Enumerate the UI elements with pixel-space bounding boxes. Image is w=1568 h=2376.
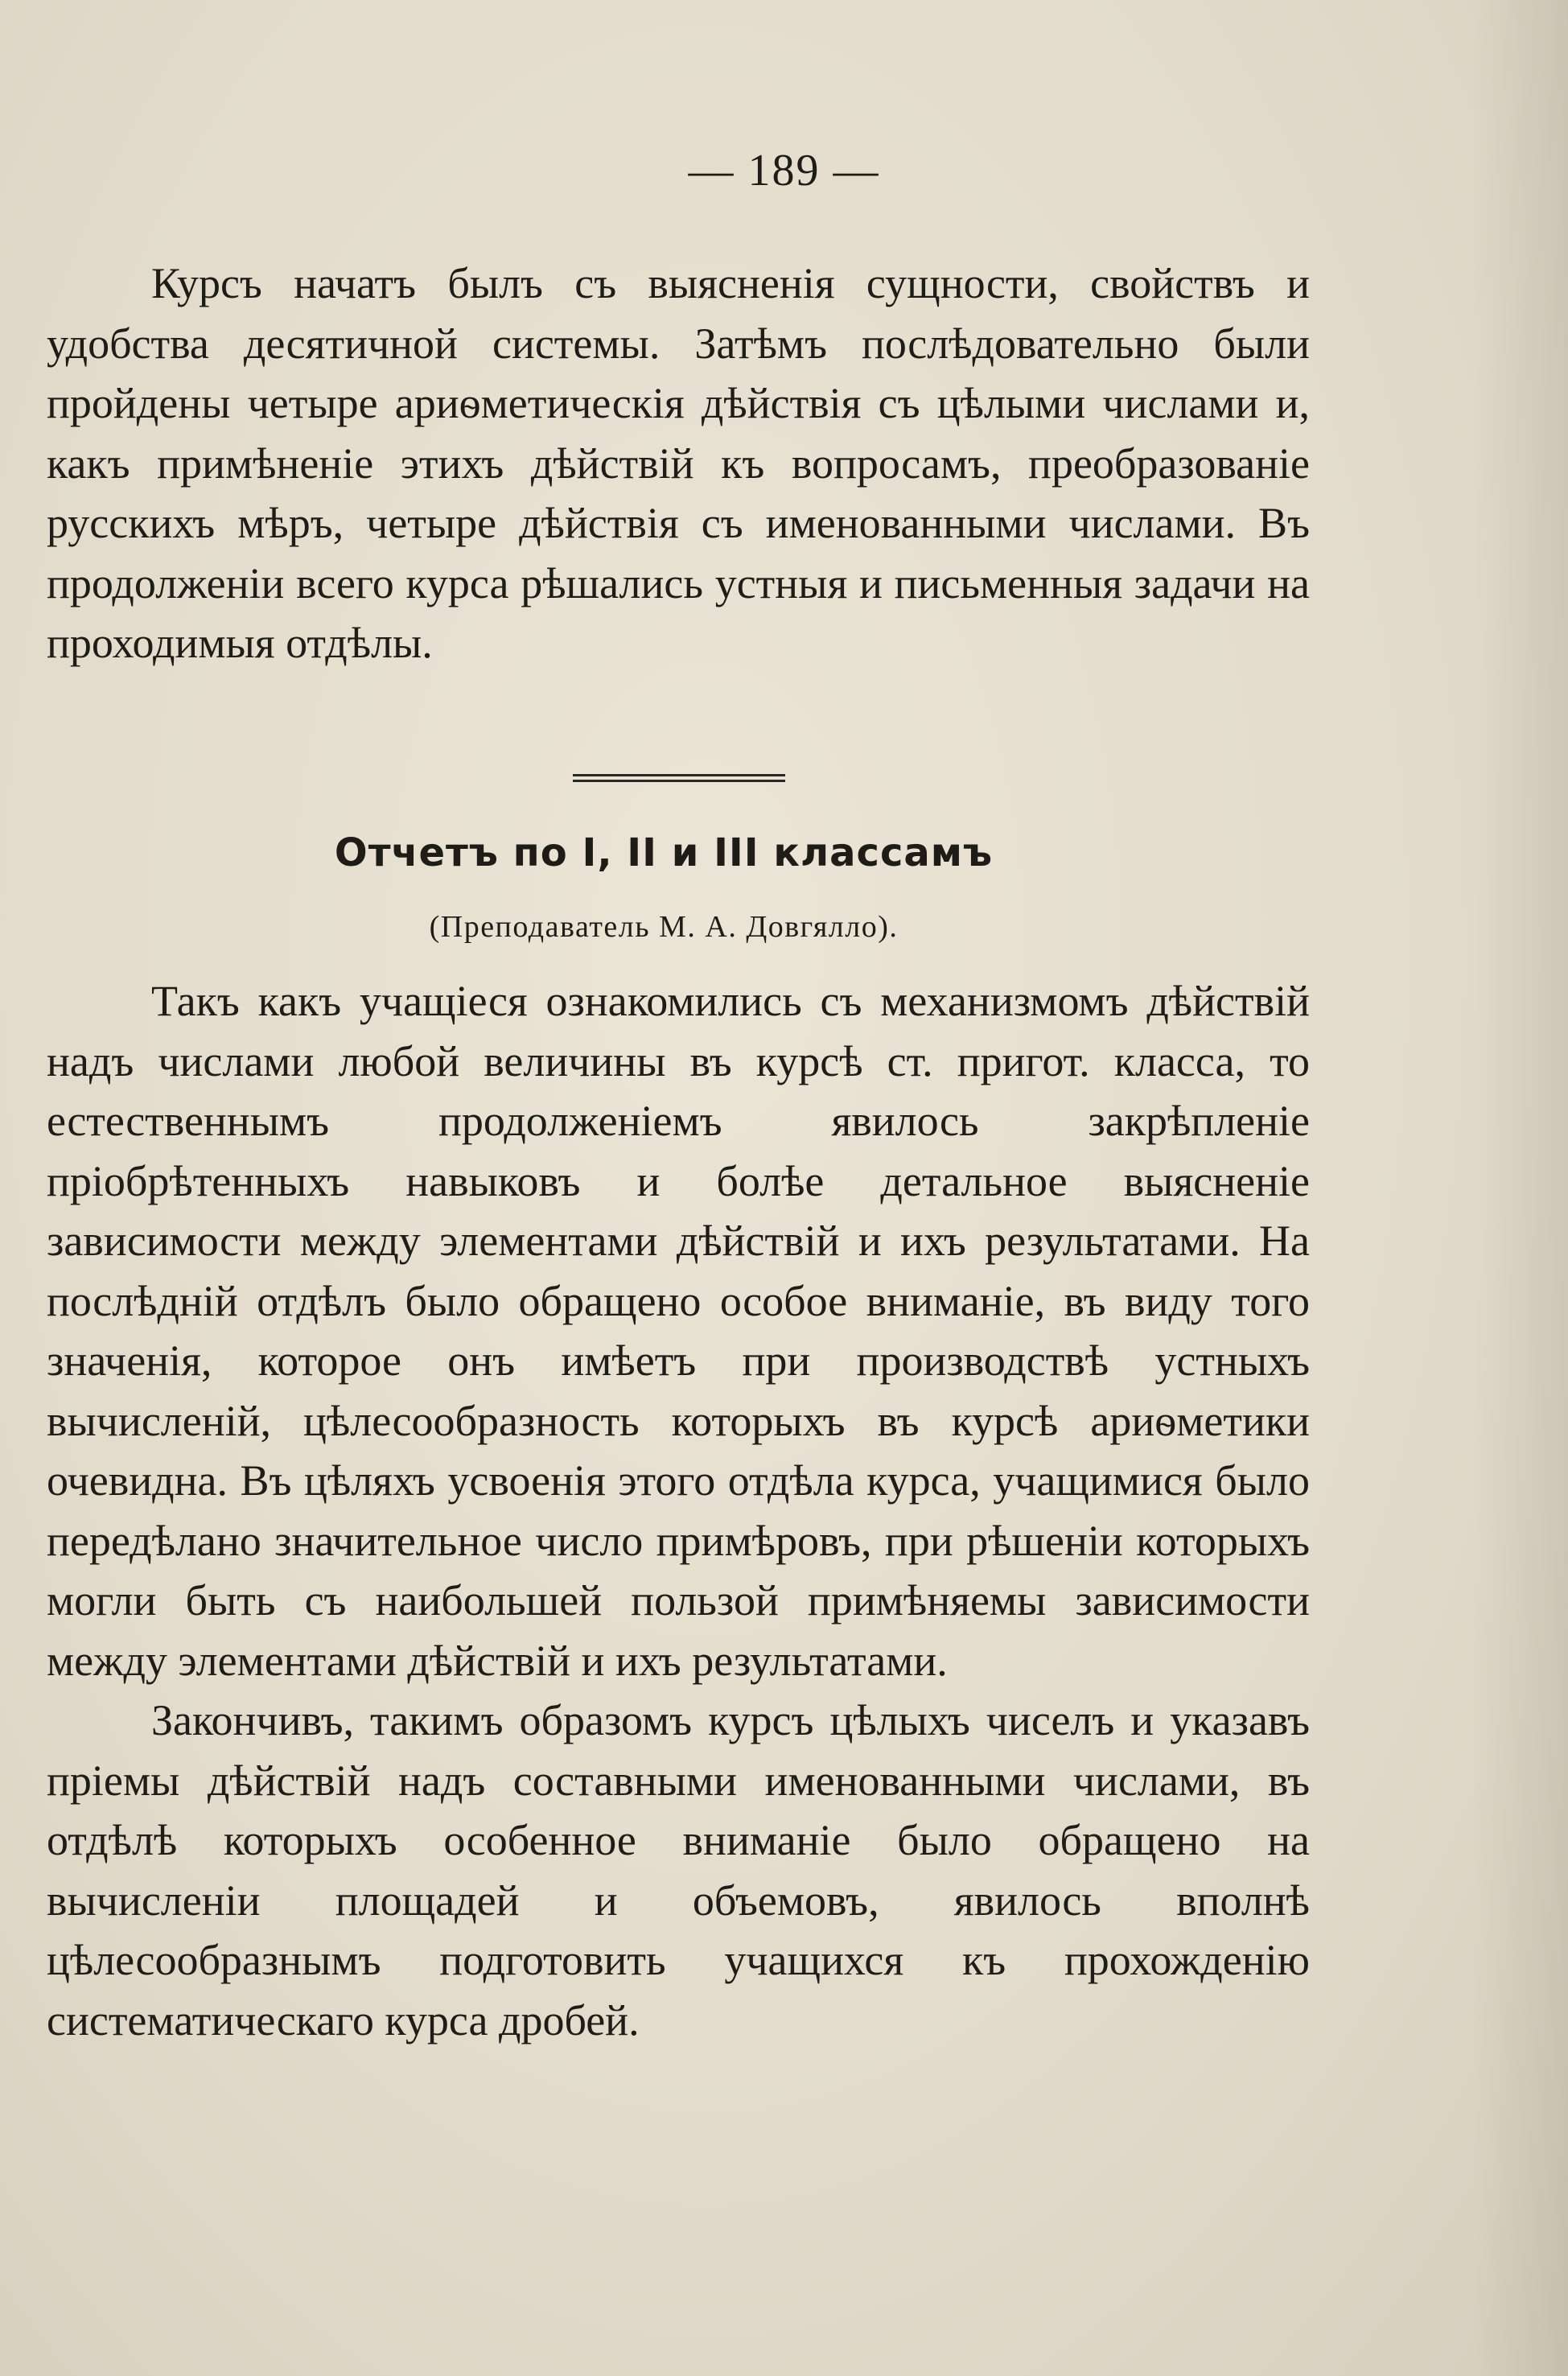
teacher-line: (Преподаватель М. А. Довгялло). <box>429 910 899 944</box>
body-paragraph-1: Такъ какъ учащіеся ознакомились съ механизмомъ дѣйствій надъ числами любой величины въ курсѣ ст. пригот. класса, то естественнымъ продолженіемъ явилось закрѣпленіе пріобрѣтенныхъ навыковъ и болѣе детальное выясненіе зависимости между элементами дѣйствій и ихъ результатами. На послѣдній отдѣлъ было обращено особое вниманіе, въ виду того значенія, которое онъ имѣетъ при производствѣ устныхъ вычисленій, цѣлесообразность которыхъ въ курсѣ ариѳметики очевидна. Въ цѣляхъ усвоенія этого отдѣла курса, учащимися было передѣлано значительное число примѣровъ, при рѣшеніи которыхъ могли быть съ наибольшей пользой примѣняемы зависимости между элементами дѣйствій и ихъ результатами. <box>47 977 1310 1685</box>
section-divider <box>573 774 785 784</box>
divider-line-bottom <box>573 780 785 782</box>
section-body <box>47 971 1310 2050</box>
page-number: — 189 — <box>688 146 880 196</box>
divider-line-top <box>573 774 785 776</box>
section-title: Отчетъ по I, II и III классамъ <box>334 830 994 875</box>
body-paragraph-2: Закончивъ, такимъ образомъ курсъ цѣлыхъ чиселъ и указавъ пріемы дѣйствій надъ составными именованными числами, въ отдѣлѣ которыхъ особенное вниманіе было обращено на вычисленіи площадей и объемовъ, явилось вполнѣ цѣлесообразнымъ подготовить учащихся къ прохожденію систематическаго курса дробей. <box>47 1696 1310 2045</box>
intro-text <box>47 253 1310 673</box>
page-edge-shadow <box>1471 0 1568 2376</box>
intro-paragraph: Курсъ начатъ былъ съ выясненія сущности, свойствъ и удобства десятичной системы. Затѣмъ послѣдовательно были пройдены четыре ариѳметическія дѣйствія съ цѣлыми числами и, какъ примѣненіе этихъ дѣйствій къ вопросамъ, преобразованіе русскихъ мѣръ, четыре дѣйствія съ именованными числами. Въ продолженіи всего курса рѣшались устныя и письменныя задачи на проходимыя отдѣлы. <box>47 259 1310 667</box>
